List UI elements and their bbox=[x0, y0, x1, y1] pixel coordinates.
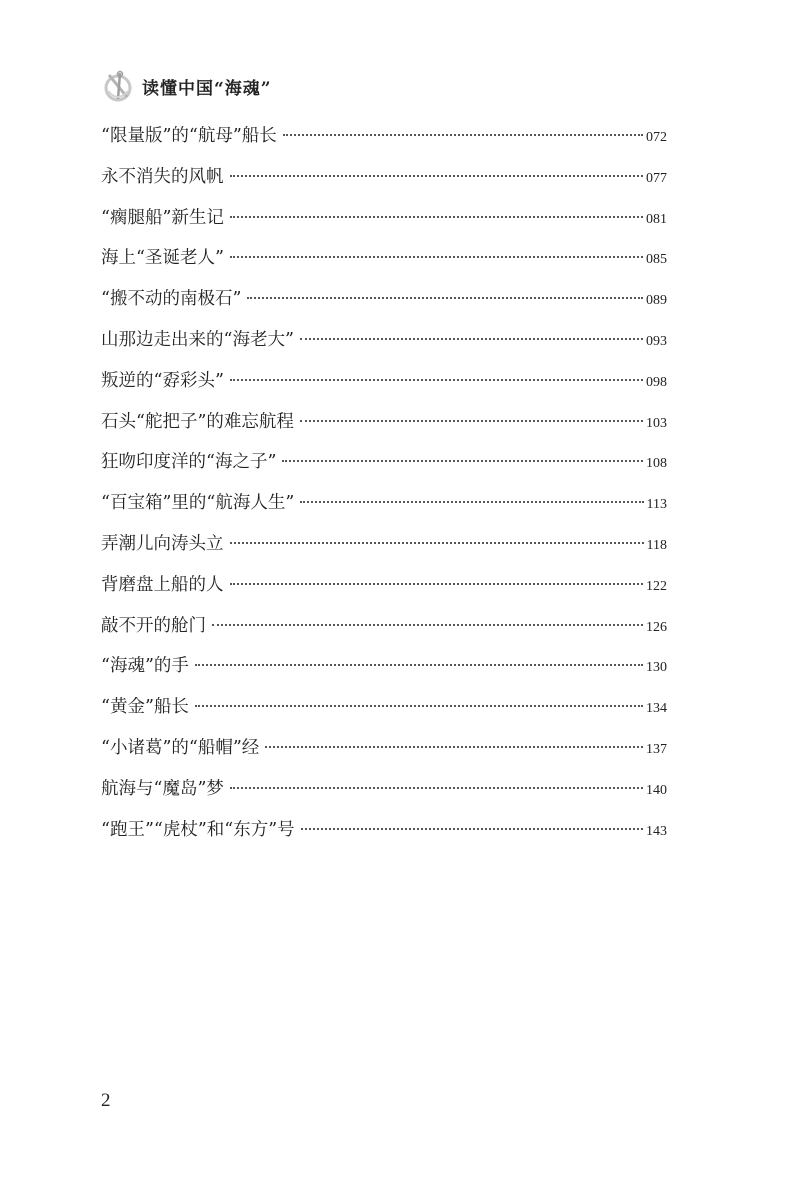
toc-entry bbox=[101, 530, 667, 571]
toc-entry bbox=[101, 652, 667, 693]
toc-entry-title: “限量版”的“航母”船长 bbox=[101, 126, 277, 146]
toc-entry bbox=[101, 775, 667, 816]
toc-entry-page: 103 bbox=[646, 415, 667, 431]
toc-leader-dots bbox=[230, 786, 643, 789]
toc-entry bbox=[101, 163, 667, 204]
toc-entry bbox=[101, 612, 667, 653]
toc-leader-dots bbox=[230, 215, 643, 218]
toc-entry-title: 石头“舵把子”的难忘航程 bbox=[101, 411, 294, 432]
toc-entry bbox=[101, 122, 667, 163]
toc-entry-page: 081 bbox=[646, 211, 667, 227]
toc-entry-page: 126 bbox=[646, 619, 667, 635]
toc-leader-dots bbox=[265, 745, 643, 748]
toc-leader-dots bbox=[230, 255, 643, 258]
toc-leader-dots bbox=[195, 704, 643, 707]
toc-entry-page: 093 bbox=[646, 333, 667, 349]
page-number: 2 bbox=[101, 1090, 111, 1111]
toc-leader-dots bbox=[212, 623, 643, 626]
toc-entry bbox=[101, 816, 667, 857]
toc-entry-page: 098 bbox=[646, 374, 667, 390]
toc-entry bbox=[101, 285, 667, 326]
toc-entry-page: 072 bbox=[646, 130, 667, 145]
toc-entry-page: 089 bbox=[646, 293, 667, 309]
table-of-contents bbox=[101, 122, 667, 856]
toc-leader-dots bbox=[301, 827, 643, 830]
toc-entry-title: 狂吻印度洋的“海之子” bbox=[101, 452, 277, 473]
toc-entry-page: 113 bbox=[646, 497, 667, 513]
toc-entry bbox=[101, 367, 667, 408]
toc-entry-page: 077 bbox=[646, 170, 667, 186]
toc-leader-dots bbox=[230, 541, 644, 544]
toc-leader-dots bbox=[283, 133, 643, 136]
toc-entry-page: 118 bbox=[646, 537, 667, 553]
toc-entry-title: 海上“圣诞老人” bbox=[101, 248, 224, 269]
toc-entry bbox=[101, 693, 667, 734]
toc-entry-page: 108 bbox=[646, 456, 667, 472]
toc-entry-title: “黄金”船长 bbox=[101, 697, 189, 718]
toc-entry-page: 140 bbox=[646, 782, 667, 798]
toc-leader-dots bbox=[247, 296, 643, 299]
toc-entry bbox=[101, 571, 667, 612]
toc-entry bbox=[101, 244, 667, 285]
toc-entry-page: 130 bbox=[646, 660, 667, 676]
toc-entry-page: 143 bbox=[646, 823, 667, 839]
toc-entry-title: 背磨盘上船的人 bbox=[101, 574, 224, 595]
toc-entry-page: 134 bbox=[646, 701, 667, 717]
toc-entry-title: 山那边走出来的“海老大” bbox=[101, 329, 294, 350]
toc-entry-title: “跑王”“虎杖”和“东方”号 bbox=[101, 819, 295, 840]
toc-entry-title: “海魂”的手 bbox=[101, 656, 189, 677]
toc-entry-title: “搬不动的南极石” bbox=[101, 289, 242, 310]
toc-entry-title: 航海与“魔岛”梦 bbox=[101, 778, 224, 799]
toc-entry-title: “瘸腿船”新生记 bbox=[101, 207, 224, 228]
toc-leader-dots bbox=[230, 582, 644, 585]
toc-entry-page: 137 bbox=[646, 741, 667, 757]
anchor-logo-icon bbox=[100, 69, 136, 103]
toc-leader-dots bbox=[230, 378, 643, 381]
toc-entry bbox=[101, 734, 667, 775]
toc-entry-page: 085 bbox=[646, 252, 667, 268]
toc-leader-dots bbox=[282, 459, 643, 462]
toc-entry-title: 弄潮儿向涛头立 bbox=[101, 533, 224, 554]
toc-leader-dots bbox=[300, 419, 643, 422]
toc-entry bbox=[101, 326, 667, 367]
toc-entry bbox=[101, 204, 667, 245]
toc-entry bbox=[101, 408, 667, 449]
toc-leader-dots bbox=[195, 663, 643, 666]
toc-entry-title: 永不消失的风帆 bbox=[101, 166, 224, 187]
toc-leader-dots bbox=[300, 337, 643, 340]
toc-entry-title: “百宝箱”里的“航海人生” bbox=[101, 493, 295, 514]
toc-leader-dots bbox=[230, 174, 644, 177]
toc-entry-page: 122 bbox=[646, 578, 667, 594]
toc-leader-dots bbox=[300, 500, 643, 503]
toc-entry-title: “小诸葛”的“船帽”经 bbox=[101, 737, 260, 758]
toc-entry-title: 叛逆的“孬彩头” bbox=[101, 370, 224, 391]
running-header bbox=[100, 66, 272, 106]
book-title: 读懂中国“海魂” bbox=[142, 78, 272, 99]
toc-entry bbox=[101, 489, 667, 530]
toc-entry bbox=[101, 448, 667, 489]
toc-entry-title: 敲不开的舱门 bbox=[101, 615, 206, 636]
